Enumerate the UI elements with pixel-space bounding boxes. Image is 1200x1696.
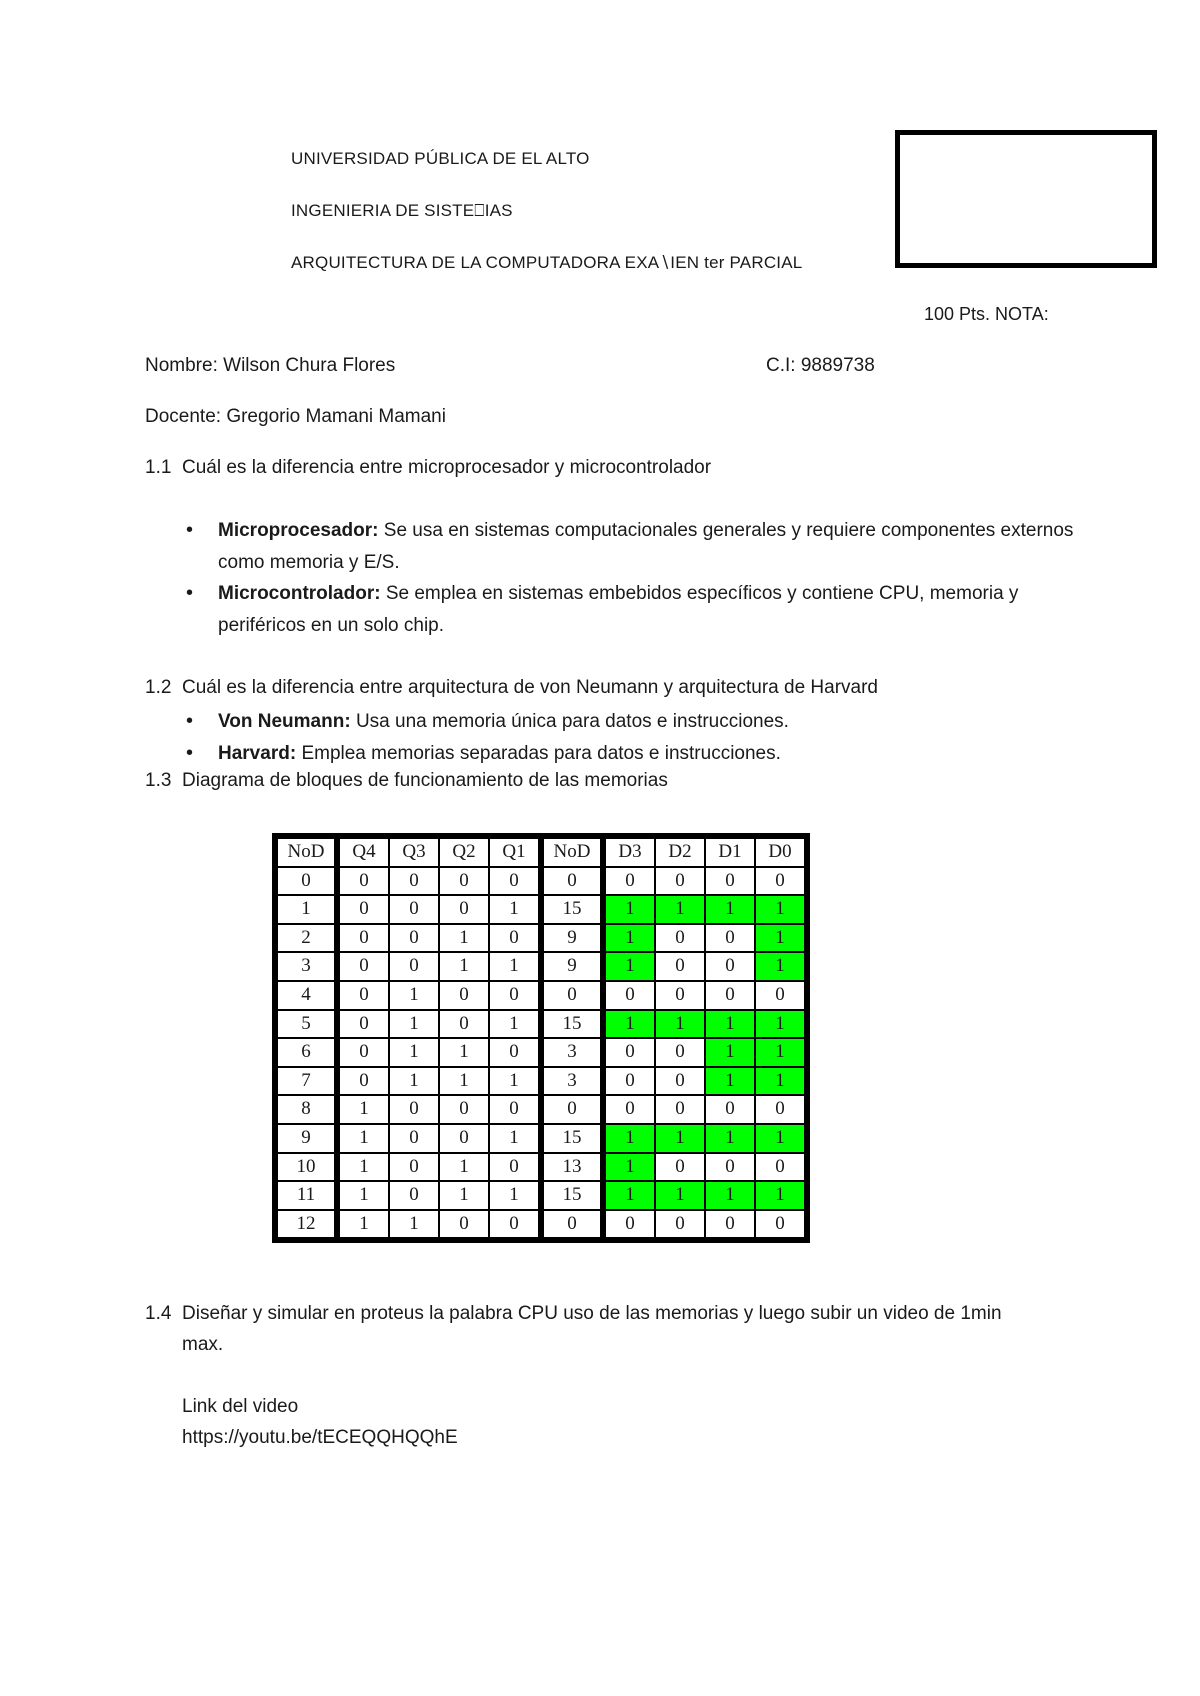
table-cell: 0 bbox=[439, 1124, 489, 1153]
table-cell: 1 bbox=[705, 1010, 755, 1039]
table-cell: 1 bbox=[335, 1181, 389, 1210]
column-header: D0 bbox=[755, 838, 805, 867]
question-number: 1.4 bbox=[145, 1303, 172, 1324]
question-title: Diagrama de bloques de funcionamiento de las memorias bbox=[182, 770, 668, 791]
table-cell: 0 bbox=[439, 1095, 489, 1124]
table-cell: 0 bbox=[277, 867, 335, 896]
table-cell: 0 bbox=[389, 1153, 439, 1182]
table-cell: 0 bbox=[439, 867, 489, 896]
table-cell: 0 bbox=[705, 1095, 755, 1124]
question-title: Cuál es la diferencia entre arquitectura de von Neumann y arquitectura de Harvard bbox=[182, 677, 878, 698]
table-cell: 0 bbox=[655, 924, 705, 953]
table-cell: 0 bbox=[755, 1153, 805, 1182]
table-cell: 0 bbox=[755, 981, 805, 1010]
table-cell: 1 bbox=[655, 1010, 705, 1039]
table-cell: 15 bbox=[539, 1010, 601, 1039]
table-cell: 1 bbox=[389, 1010, 439, 1039]
term: Microprocesador: bbox=[218, 520, 379, 541]
table-cell: 8 bbox=[277, 1095, 335, 1124]
table-cell: 0 bbox=[439, 981, 489, 1010]
teacher-value: Gregorio Mamani Mamani bbox=[226, 406, 446, 427]
table-cell: 0 bbox=[539, 981, 601, 1010]
table-cell: 0 bbox=[489, 924, 539, 953]
column-header: D2 bbox=[655, 838, 705, 867]
table-cell: 0 bbox=[601, 1038, 655, 1067]
list-item bbox=[182, 578, 1082, 641]
column-header: Q2 bbox=[439, 838, 489, 867]
table-cell: 13 bbox=[539, 1153, 601, 1182]
table-cell: 0 bbox=[335, 895, 389, 924]
table-cell: 0 bbox=[655, 1067, 705, 1096]
table-cell: 0 bbox=[705, 952, 755, 981]
table-cell: 1 bbox=[755, 1038, 805, 1067]
table-cell: 0 bbox=[655, 981, 705, 1010]
question-number: 1.2 bbox=[145, 677, 172, 698]
definition: Emplea memorias separadas para datos e instrucciones. bbox=[301, 742, 781, 764]
question-1-1 bbox=[145, 457, 711, 479]
table-cell: 1 bbox=[601, 1010, 655, 1039]
table-cell: 1 bbox=[389, 1038, 439, 1067]
table-cell: 1 bbox=[655, 1124, 705, 1153]
column-header: NoD bbox=[539, 838, 601, 867]
table-cell: 0 bbox=[655, 1210, 705, 1239]
table-cell: 0 bbox=[601, 1095, 655, 1124]
table-cell: 0 bbox=[539, 867, 601, 896]
table-cell: 0 bbox=[655, 867, 705, 896]
table-cell: 1 bbox=[755, 1181, 805, 1210]
table-cell: 1 bbox=[705, 1038, 755, 1067]
definition: Se emplea en sistemas embebidos específicos y contiene CPU, memoria y periféricos en un solo chip. bbox=[218, 583, 1019, 636]
table-cell: 1 bbox=[705, 895, 755, 924]
table-cell: 1 bbox=[755, 952, 805, 981]
table-cell: 1 bbox=[389, 981, 439, 1010]
table-cell: 6 bbox=[277, 1038, 335, 1067]
table-cell: 1 bbox=[335, 1153, 389, 1182]
table-row bbox=[277, 1010, 805, 1039]
table-cell: 1 bbox=[601, 1181, 655, 1210]
table-cell: 5 bbox=[277, 1010, 335, 1039]
table-cell: 1 bbox=[705, 1181, 755, 1210]
student-name-label: Nombre: bbox=[145, 355, 218, 376]
table-cell: 1 bbox=[755, 924, 805, 953]
table-cell: 0 bbox=[439, 895, 489, 924]
table-cell: 0 bbox=[655, 1153, 705, 1182]
course-title: ARQUITECTURA DE LA COMPUTADORA EXA∖IEN ter PARCIAL bbox=[291, 253, 803, 272]
career-name: INGENIERIA DE SISTE⎕IAS bbox=[291, 201, 513, 220]
table-cell: 0 bbox=[705, 924, 755, 953]
list-item bbox=[182, 738, 1082, 770]
table-cell: 1 bbox=[705, 1124, 755, 1153]
table-cell: 1 bbox=[601, 924, 655, 953]
table-cell: 1 bbox=[601, 1153, 655, 1182]
points-label: 100 Pts. NOTA: bbox=[924, 304, 1049, 324]
table-cell: 1 bbox=[755, 1067, 805, 1096]
term: Harvard: bbox=[218, 742, 297, 764]
term: Microcontrolador: bbox=[218, 583, 381, 604]
table-cell: 0 bbox=[655, 1038, 705, 1067]
table-row bbox=[277, 1067, 805, 1096]
student-name-value: Wilson Chura Flores bbox=[223, 355, 396, 376]
table-cell: 0 bbox=[755, 867, 805, 896]
table-cell: 0 bbox=[539, 1095, 601, 1124]
table-row bbox=[277, 924, 805, 953]
question-number: 1.3 bbox=[145, 770, 172, 791]
table-cell: 0 bbox=[439, 1010, 489, 1039]
term: Von Neumann: bbox=[218, 711, 351, 732]
teacher-label: Docente: bbox=[145, 406, 222, 427]
video-link[interactable]: https://youtu.be/tECEQQHQQhE bbox=[182, 1427, 458, 1448]
table-cell: 0 bbox=[335, 924, 389, 953]
table-cell: 1 bbox=[439, 1181, 489, 1210]
table-cell: 4 bbox=[277, 981, 335, 1010]
table-cell: 1 bbox=[755, 895, 805, 924]
table-cell: 1 bbox=[489, 1181, 539, 1210]
table-cell: 1 bbox=[335, 1124, 389, 1153]
table-cell: 0 bbox=[601, 867, 655, 896]
table-cell: 15 bbox=[539, 1124, 601, 1153]
table-cell: 0 bbox=[489, 1095, 539, 1124]
grade-box bbox=[895, 130, 1157, 268]
student-name-line bbox=[145, 355, 395, 377]
table-cell: 0 bbox=[389, 1095, 439, 1124]
memory-truth-table bbox=[272, 833, 810, 1243]
table-cell: 0 bbox=[389, 1124, 439, 1153]
student-ci-line bbox=[766, 355, 875, 377]
table-cell: 0 bbox=[539, 1210, 601, 1239]
table-cell: 1 bbox=[601, 895, 655, 924]
table-cell: 1 bbox=[601, 1124, 655, 1153]
table-cell: 0 bbox=[389, 895, 439, 924]
question-1-2 bbox=[145, 677, 878, 699]
table-cell: 1 bbox=[489, 1010, 539, 1039]
table-cell: 1 bbox=[335, 1095, 389, 1124]
table-cell: 3 bbox=[539, 1038, 601, 1067]
q1-answer-list bbox=[182, 515, 1082, 641]
column-header: D1 bbox=[705, 838, 755, 867]
table-cell: 1 bbox=[755, 1124, 805, 1153]
table-cell: 0 bbox=[705, 981, 755, 1010]
table-cell: 9 bbox=[277, 1124, 335, 1153]
table-cell: 0 bbox=[489, 981, 539, 1010]
table-cell: 3 bbox=[539, 1067, 601, 1096]
table-cell: 9 bbox=[539, 952, 601, 981]
table-cell: 1 bbox=[705, 1067, 755, 1096]
table-cell: 1 bbox=[389, 1067, 439, 1096]
table-row bbox=[277, 1095, 805, 1124]
definition: Usa una memoria única para datos e instrucciones. bbox=[355, 711, 789, 732]
table-cell: 0 bbox=[389, 952, 439, 981]
student-ci-label: C.I: bbox=[766, 355, 796, 376]
table-cell: 0 bbox=[489, 1210, 539, 1239]
table-cell: 0 bbox=[755, 1095, 805, 1124]
question-1-3 bbox=[145, 770, 668, 792]
table-row bbox=[277, 1153, 805, 1182]
table-cell: 0 bbox=[335, 1010, 389, 1039]
question-1-4 bbox=[145, 1303, 1002, 1325]
table-row bbox=[277, 895, 805, 924]
table-cell: 1 bbox=[489, 952, 539, 981]
table-cell: 9 bbox=[539, 924, 601, 953]
table-cell: 0 bbox=[705, 867, 755, 896]
table-cell: 1 bbox=[439, 924, 489, 953]
table-cell: 1 bbox=[335, 1210, 389, 1239]
table-cell: 1 bbox=[439, 1153, 489, 1182]
table-row bbox=[277, 952, 805, 981]
table-row bbox=[277, 1038, 805, 1067]
question-title: Cuál es la diferencia entre microprocesador y microcontrolador bbox=[182, 457, 712, 478]
table-cell: 0 bbox=[601, 981, 655, 1010]
university-name: UNIVERSIDAD PÚBLICA DE EL ALTO bbox=[291, 149, 590, 168]
video-link-label: Link del video bbox=[182, 1396, 299, 1417]
table-cell: 0 bbox=[389, 924, 439, 953]
table-cell: 7 bbox=[277, 1067, 335, 1096]
table-cell: 1 bbox=[439, 1038, 489, 1067]
table-cell: 0 bbox=[335, 981, 389, 1010]
table-cell: 0 bbox=[489, 1038, 539, 1067]
table-row bbox=[277, 981, 805, 1010]
table-cell: 0 bbox=[335, 1067, 389, 1096]
table-cell: 0 bbox=[335, 867, 389, 896]
question-title: Diseñar y simular en proteus la palabra CPU uso de las memorias y luego subir un video de 1min bbox=[182, 1303, 1002, 1324]
table-row bbox=[277, 1210, 805, 1239]
table-cell: 1 bbox=[601, 952, 655, 981]
table-cell: 0 bbox=[489, 867, 539, 896]
table-row bbox=[277, 1124, 805, 1153]
table-cell: 0 bbox=[335, 1038, 389, 1067]
table-cell: 3 bbox=[277, 952, 335, 981]
table-cell: 12 bbox=[277, 1210, 335, 1239]
table-cell: 1 bbox=[277, 895, 335, 924]
table-cell: 0 bbox=[601, 1067, 655, 1096]
table-row bbox=[277, 867, 805, 896]
table-cell: 15 bbox=[539, 895, 601, 924]
table-cell: 1 bbox=[439, 952, 489, 981]
table-cell: 1 bbox=[655, 1181, 705, 1210]
table-cell: 11 bbox=[277, 1181, 335, 1210]
table-body bbox=[277, 867, 805, 1239]
table-cell: 0 bbox=[335, 952, 389, 981]
question-number: 1.1 bbox=[145, 457, 172, 478]
table-cell: 0 bbox=[389, 867, 439, 896]
column-header: Q1 bbox=[489, 838, 539, 867]
column-header: Q4 bbox=[335, 838, 389, 867]
table-cell: 1 bbox=[489, 1067, 539, 1096]
table-cell: 0 bbox=[601, 1210, 655, 1239]
table-cell: 0 bbox=[655, 952, 705, 981]
table-cell: 1 bbox=[489, 895, 539, 924]
table-cell: 0 bbox=[489, 1153, 539, 1182]
column-header: Q3 bbox=[389, 838, 439, 867]
table-cell: 0 bbox=[389, 1181, 439, 1210]
table-cell: 1 bbox=[389, 1210, 439, 1239]
question-title-continued: max. bbox=[182, 1334, 224, 1355]
table-cell: 0 bbox=[705, 1153, 755, 1182]
table-header-row bbox=[277, 838, 805, 867]
table-cell: 0 bbox=[755, 1210, 805, 1239]
column-header: D3 bbox=[601, 838, 655, 867]
table-cell: 0 bbox=[705, 1210, 755, 1239]
column-header: NoD bbox=[277, 838, 335, 867]
table-row bbox=[277, 1181, 805, 1210]
table-cell: 2 bbox=[277, 924, 335, 953]
table-cell: 1 bbox=[755, 1010, 805, 1039]
teacher-line bbox=[145, 406, 446, 428]
table-cell: 1 bbox=[655, 895, 705, 924]
q2-answer-list bbox=[182, 706, 1082, 769]
student-ci-value: 9889738 bbox=[800, 355, 875, 376]
list-item bbox=[182, 706, 1082, 738]
table-cell: 1 bbox=[439, 1067, 489, 1096]
table-cell: 1 bbox=[489, 1124, 539, 1153]
table-cell: 10 bbox=[277, 1153, 335, 1182]
table-cell: 0 bbox=[439, 1210, 489, 1239]
definition: Se usa en sistemas computacionales generales y requiere componentes externos como memoria y E/S. bbox=[218, 520, 1074, 573]
table-cell: 15 bbox=[539, 1181, 601, 1210]
list-item bbox=[182, 515, 1082, 578]
table-cell: 0 bbox=[655, 1095, 705, 1124]
